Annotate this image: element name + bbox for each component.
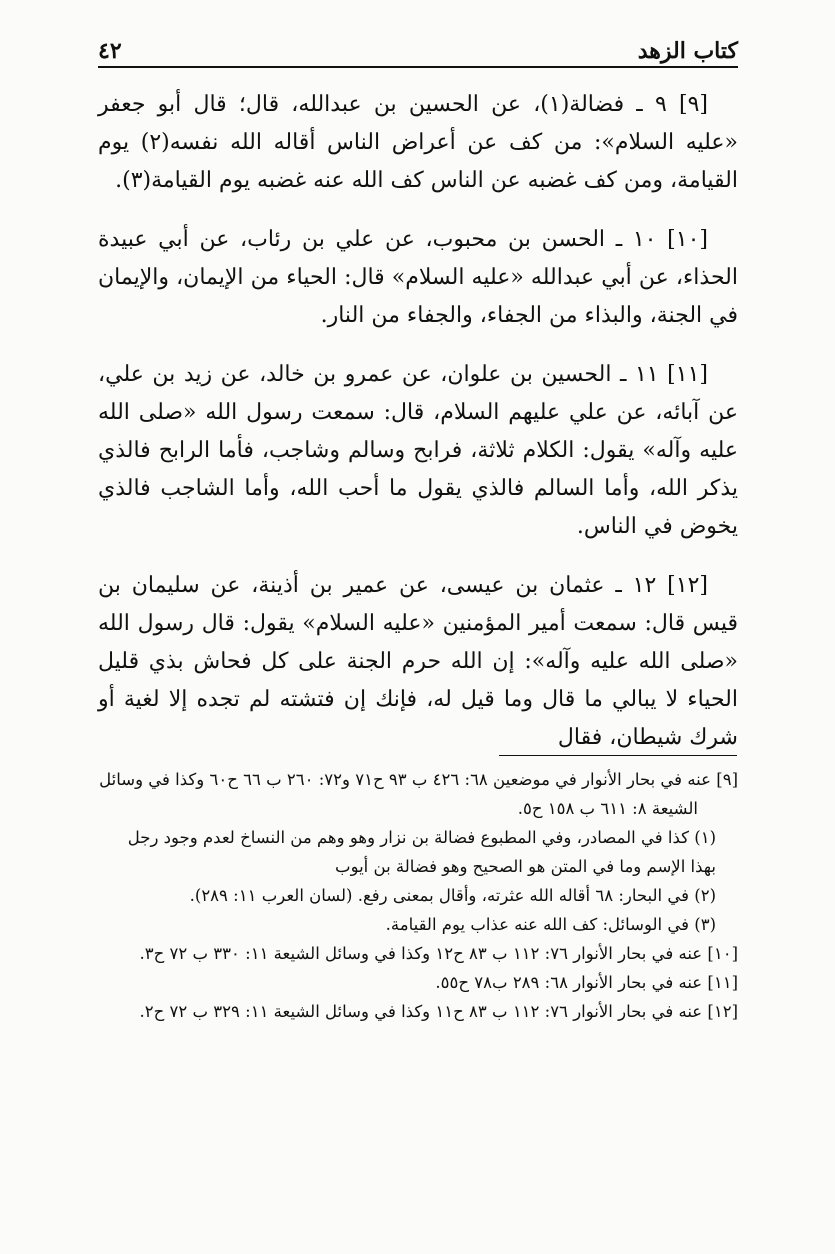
footnote-1: (١) كذا في المصادر، وفي المطبوع فضالة بن نزار وهو وهم من النساخ لعدم وجود رجل بهذا الإسم وما في المتن هو الصحيح وهو فضالة بن أيوب: [127, 828, 716, 876]
footnote-2: (٢) في البحار: ٦٨ أقاله الله عثرته، وأقال بمعنى رفع. (لسان العرب ١١: ٢٨٩).: [189, 886, 716, 905]
footnote-rule: [499, 755, 737, 756]
footnote-source-12: [١٢] عنه في بحار الأنوار ٧٦: ١١٢ ب ٨٣ ح١١ وكذا في وسائل الشيعة ١١: ٣٢٩ ب ٧٢ ح٢.: [139, 1002, 738, 1021]
hadith-paragraph-12: [١٢] ١٢ ـ عثمان بن عيسى، عن عمير بن أذينة، عن سليمان بن قيس قال: سمعت أمير المؤمنين «عليه السلام» يقول: قال رسول الله «صلى الله عليه وآله»: إن الله حرم الجنة على كل فحاش بذي قليل الحياء لا يبالي ما قال وما قيل له، فإنك إن فتشته لم تجده إلا لغية أو شرك شيطان، فقال: [98, 573, 738, 750]
hadith-paragraph-10: [١٠] ١٠ ـ الحسن بن محبوب، عن علي بن رئاب، عن أبي عبيدة الحذاء، عن أبي عبدالله «عليه السلام» قال: الحياء من الإيمان، والإيمان في الجنة، والبذاء من الجفاء، والجفاء من النار.: [98, 227, 738, 328]
hadith-paragraph-11: [١١] ١١ ـ الحسين بن علوان، عن عمرو بن خالد، عن زيد بن علي، عن آبائه، عن علي عليهم السلام، قال: سمعت رسول الله «صلى الله عليه وآله» يقول: الكلام ثلاثة، فرابح وسالم وشاجب، فأما الرابح فالذي يذكر الله، وأما السالم فالذي يقول ما أحب الله، وأما الشاجب فالذي يخوض في الناس.: [98, 362, 739, 539]
page-header: [98, 28, 738, 64]
footnote-source-10: [١٠] عنه في بحار الأنوار ٧٦: ١١٢ ب ٨٣ ح١٢ وكذا في وسائل الشيعة ١١: ٣٣٠ ب ٧٢ ح٣.: [139, 944, 738, 963]
page-number: ٤٢: [98, 38, 122, 64]
footnote-source-9: [٩] عنه في بحار الأنوار في موضعين ٦٨: ٤٢٦ ب ٩٣ ح٧١ و٧٢: ٢٦٠ ب ٦٦ ح٦٠ وكذا في وسائل الشيعة ٨: ٦١١ ب ١٥٨ ح٥.: [99, 770, 738, 818]
book-title: كتاب الزهد: [637, 38, 738, 64]
footnote-3: (٣) في الوسائل: كف الله عنه عذاب يوم القيامة.: [385, 915, 716, 934]
footnote-source-11: [١١] عنه في بحار الأنوار ٦٨: ٢٨٩ ب٧٨ ح٥٥.: [435, 973, 738, 992]
header-rule: [98, 66, 738, 68]
main-text: [98, 86, 738, 778]
footnotes: [98, 765, 738, 1026]
hadith-paragraph-9: [٩] ٩ ـ فضالة(١)، عن الحسين بن عبدالله، قال؛ قال أبو جعفر «عليه السلام»: من كف عن أعراض الناس أقاله الله نفسه(٢) يوم القيامة، ومن كف غضبه عن الناس كف الله عنه غضبه يوم القيامة(٣).: [98, 92, 739, 193]
